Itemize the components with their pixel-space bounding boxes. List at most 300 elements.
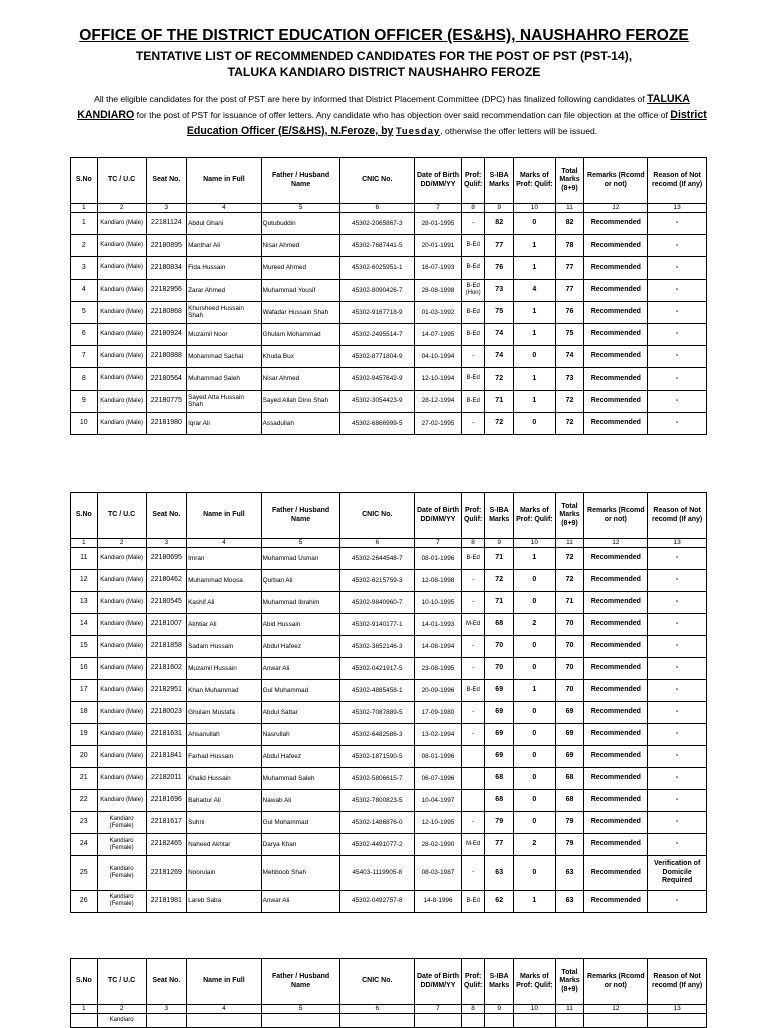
cell-siba: 71 [485, 592, 514, 614]
table-row [71, 636, 707, 658]
cell-sno: 7 [71, 346, 98, 368]
cell-cnic: 45302-7087889-5 [340, 702, 415, 724]
cell-mprof: 1 [514, 301, 556, 323]
column-header-seat: Seat No. [146, 158, 186, 204]
cell-reason: - [648, 412, 707, 434]
cell-reason: - [648, 548, 707, 570]
cell-prof: B-Ed [461, 257, 484, 279]
cell-seat: 22180545 [146, 592, 186, 614]
cell-name: Muhammad Moosa [187, 570, 262, 592]
column-number: 4 [187, 539, 262, 548]
cell-father: Muhammad Ibrahim [261, 592, 340, 614]
cell-dob: 23-08-1995 [415, 658, 462, 680]
cell-mprof: 1 [514, 390, 556, 412]
cell-tc: Kandiaro (Male) [97, 390, 146, 412]
cell-dob: 10-10-1995 [415, 592, 462, 614]
cell-siba: 70 [485, 636, 514, 658]
cell-total: 69 [555, 702, 584, 724]
cell-total: 72 [555, 570, 584, 592]
column-header-siba: S-IBA Marks [485, 158, 514, 204]
table-row [71, 570, 707, 592]
cell-sno: 15 [71, 636, 98, 658]
column-number-row [71, 1005, 707, 1014]
column-header-cnic: CNIC No. [340, 959, 415, 1005]
cell-reason: - [648, 368, 707, 390]
cell-cnic: 45302-0492757-8 [340, 890, 415, 912]
column-header-sno: S.No [71, 493, 98, 539]
cell-sno: 24 [71, 834, 98, 856]
cell-seat: 22180924 [146, 323, 186, 345]
cell-siba: 77 [485, 235, 514, 257]
cell-total: 71 [555, 592, 584, 614]
cell-total: 69 [555, 746, 584, 768]
cell-reason [648, 1014, 707, 1028]
cell-father: Darya Khan [261, 834, 340, 856]
cell-total: 70 [555, 636, 584, 658]
cell-mprof: 1 [514, 323, 556, 345]
cell-remarks: Recommended [584, 812, 648, 834]
cell-name: Khalid Hussain [187, 768, 262, 790]
cell-name: Akhtiar Ali [187, 614, 262, 636]
cell-remarks: Recommended [584, 257, 648, 279]
cell-reason: - [648, 346, 707, 368]
cell-tc: Kandiaro [97, 1014, 146, 1028]
cell-mprof: 0 [514, 570, 556, 592]
cell-total: 75 [555, 323, 584, 345]
table-row [71, 890, 707, 912]
cell-cnic: 45302-7800823-5 [340, 790, 415, 812]
cell-total: 77 [555, 279, 584, 301]
cell-name: Muhammad Saleh [187, 368, 262, 390]
cell-prof: - [461, 724, 484, 746]
cell-reason: - [648, 570, 707, 592]
column-number: 10 [514, 1005, 556, 1014]
cell-father: Nasrullah [261, 724, 340, 746]
column-header-name: Name in Full [187, 959, 262, 1005]
cell-father: Qutubuddin [261, 213, 340, 235]
column-number-row [71, 204, 707, 213]
cell-siba: 74 [485, 323, 514, 345]
cell-tc: Kandiaro (Male) [97, 614, 146, 636]
table-row [71, 680, 707, 702]
cell-reason: - [648, 279, 707, 301]
cell-seat: 22181269 [146, 856, 186, 891]
cell-reason: - [648, 323, 707, 345]
candidates-table-2 [70, 492, 707, 913]
cell-name: Manthar Ali [187, 235, 262, 257]
cell-siba: 69 [485, 746, 514, 768]
cell-mprof: 0 [514, 658, 556, 680]
cell-dob: 14-8-1996 [415, 890, 462, 912]
column-number: 1 [71, 539, 98, 548]
cell-mprof: 1 [514, 548, 556, 570]
cell-seat: 22182956 [146, 279, 186, 301]
cell-father: Nawab Ali [261, 790, 340, 812]
candidates-table-1 [70, 157, 707, 435]
cell-reason: - [648, 235, 707, 257]
cell-dob: 08-03-1987 [415, 856, 462, 891]
cell-siba: 72 [485, 368, 514, 390]
cell-prof: - [461, 592, 484, 614]
table-row [71, 834, 707, 856]
cell-remarks: Recommended [584, 746, 648, 768]
cell-name: Khursheed Hussain Shah [187, 301, 262, 323]
cell-dob: 14-07-1995 [415, 323, 462, 345]
table-header-row [71, 158, 707, 204]
cell-remarks: Recommended [584, 368, 648, 390]
cell-reason: - [648, 257, 707, 279]
column-header-father: Father / Husband Name [261, 959, 340, 1005]
cell-remarks: Recommended [584, 235, 648, 257]
cell-tc: Kandiaro (Male) [97, 548, 146, 570]
cell-father: Anwar Ali [261, 890, 340, 912]
column-number: 12 [584, 539, 648, 548]
cell-name: Zarar Ahmed [187, 279, 262, 301]
cell-reason: - [648, 680, 707, 702]
column-number: 8 [461, 1005, 484, 1014]
cell-mprof: 0 [514, 636, 556, 658]
cell-remarks: Recommended [584, 702, 648, 724]
column-header-reason: Reason of Not recomd (If any) [648, 493, 707, 539]
cell-name: Iqrar Ali [187, 412, 262, 434]
cell-prof: - [461, 702, 484, 724]
cell-remarks: Recommended [584, 658, 648, 680]
cell-mprof: 0 [514, 746, 556, 768]
cell-remarks: Recommended [584, 890, 648, 912]
cell-remarks: Recommended [584, 412, 648, 434]
cell-mprof: 0 [514, 346, 556, 368]
cell-prof [461, 768, 484, 790]
table-row [71, 812, 707, 834]
cell-mprof: 1 [514, 890, 556, 912]
cell-sno: 2 [71, 235, 98, 257]
cell-dob: 17-09-1980 [415, 702, 462, 724]
cell-dob: 04-10-1994 [415, 346, 462, 368]
cell-total: 72 [555, 390, 584, 412]
cell-dob: 08-01-1996 [415, 548, 462, 570]
table-row [71, 614, 707, 636]
cell-sno [71, 1014, 98, 1028]
cell-tc: Kandiaro (Male) [97, 680, 146, 702]
cell-prof: - [461, 570, 484, 592]
cell-remarks: Recommended [584, 390, 648, 412]
cell-father: Anwar Ali [261, 658, 340, 680]
intro-paragraph [70, 91, 714, 139]
cell-remarks: Recommended [584, 213, 648, 235]
cell-siba: 73 [485, 279, 514, 301]
cell-remarks: Recommended [584, 680, 648, 702]
cell-sno: 1 [71, 213, 98, 235]
cell-mprof: 1 [514, 235, 556, 257]
cell-seat: 22180895 [146, 235, 186, 257]
cell-mprof: 0 [514, 790, 556, 812]
cell-siba [485, 1014, 514, 1028]
column-header-dob: Date of Birth DD/MM/YY [415, 959, 462, 1005]
cell-siba: 77 [485, 834, 514, 856]
cell-reason: - [648, 834, 707, 856]
cell-sno: 17 [71, 680, 98, 702]
cell-father: Nisar Ahmed [261, 235, 340, 257]
cell-name [187, 1014, 262, 1028]
cell-prof: B-Ed [461, 323, 484, 345]
cell-name: Abdul Ghani [187, 213, 262, 235]
cell-tc: Kandiaro (Male) [97, 790, 146, 812]
cell-seat: 22182011 [146, 768, 186, 790]
cell-tc: Kandiaro (Male) [97, 592, 146, 614]
cell-seat: 22182951 [146, 680, 186, 702]
cell-dob: 20-09-1996 [415, 680, 462, 702]
cell-siba: 68 [485, 790, 514, 812]
cell-name: Bahadur Ali [187, 790, 262, 812]
column-number: 3 [146, 539, 186, 548]
column-header-marks_prof: Marks of Prof: Qulif: [514, 493, 556, 539]
document-subtitle-line1: TENTATIVE LIST OF RECOMMENDED CANDIDATES FOR THE POST OF PST (PST-14), [135, 49, 633, 63]
cell-seat: 22180462 [146, 570, 186, 592]
cell-cnic: 45302-1871590-5 [340, 746, 415, 768]
cell-seat: 22181124 [146, 213, 186, 235]
column-header-dob: Date of Birth DD/MM/YY [415, 493, 462, 539]
cell-total: 69 [555, 724, 584, 746]
column-header-sno: S.No [71, 959, 98, 1005]
cell-siba: 69 [485, 724, 514, 746]
column-header-total: Total Marks (8+9) [555, 493, 584, 539]
cell-dob: 28-01-1995 [415, 213, 462, 235]
column-number: 4 [187, 204, 262, 213]
cell-seat: 22181617 [146, 812, 186, 834]
cell-remarks: Recommended [584, 636, 648, 658]
cell-sno: 21 [71, 768, 98, 790]
cell-reason: - [648, 746, 707, 768]
column-header-total: Total Marks (8+9) [555, 158, 584, 204]
table-row [71, 746, 707, 768]
cell-prof: B-Ed (Hon) [461, 279, 484, 301]
column-number: 11 [555, 539, 584, 548]
cell-name: Muzamil Hussain [187, 658, 262, 680]
column-number: 11 [555, 1005, 584, 1014]
cell-name: Farhad Hussain [187, 746, 262, 768]
column-number: 5 [261, 539, 340, 548]
cell-father: Abdul Sattar [261, 702, 340, 724]
cell-father: Nisar Ahmed [261, 368, 340, 390]
cell-name: Sadam Hussain [187, 636, 262, 658]
cell-remarks: Recommended [584, 301, 648, 323]
cell-father: Muhammad Yousif [261, 279, 340, 301]
table-row [71, 346, 707, 368]
cell-prof [461, 1014, 484, 1028]
cell-remarks: Recommended [584, 592, 648, 614]
cell-reason: - [648, 614, 707, 636]
cell-tc: Kandiaro (Male) [97, 257, 146, 279]
column-number: 12 [584, 1005, 648, 1014]
cell-reason: - [648, 812, 707, 834]
column-number: 8 [461, 204, 484, 213]
cell-siba: 69 [485, 680, 514, 702]
cell-dob: 20-01-1991 [415, 235, 462, 257]
cell-dob: 12-08-1998 [415, 570, 462, 592]
cell-reason: - [648, 702, 707, 724]
cell-total: 68 [555, 790, 584, 812]
cell-total: 76 [555, 301, 584, 323]
cell-cnic: 45302-4885458-1 [340, 680, 415, 702]
column-header-reason: Reason of Not recomd (If any) [648, 959, 707, 1005]
cell-seat: 22181631 [146, 724, 186, 746]
column-header-tc: TC / U.C [97, 959, 146, 1005]
cell-total: 68 [555, 768, 584, 790]
cell-dob: 14-08-1994 [415, 636, 462, 658]
cell-total: 70 [555, 680, 584, 702]
cell-remarks: Recommended [584, 834, 648, 856]
cell-father: Mureed Ahmed [261, 257, 340, 279]
column-number: 7 [415, 1005, 462, 1014]
cell-father: Khuda Bux [261, 346, 340, 368]
cell-father: Abdul Hafeez [261, 636, 340, 658]
cell-cnic: 45403-1119905-8 [340, 856, 415, 891]
cell-dob: 10-04-1997 [415, 790, 462, 812]
cell-tc: Kandiaro (Male) [97, 724, 146, 746]
table-row [71, 856, 707, 891]
cell-sno: 26 [71, 890, 98, 912]
cell-reason: - [648, 390, 707, 412]
cell-prof: B-Ed [461, 390, 484, 412]
cell-seat: 22181007 [146, 614, 186, 636]
cell-dob: 06-07-1996 [415, 768, 462, 790]
column-header-father: Father / Husband Name [261, 493, 340, 539]
cell-total: 77 [555, 257, 584, 279]
cell-seat: 22181858 [146, 636, 186, 658]
cell-mprof: 4 [514, 279, 556, 301]
cell-sno: 10 [71, 412, 98, 434]
cell-mprof [514, 1014, 556, 1028]
column-header-father: Father / Husband Name [261, 158, 340, 204]
column-number: 1 [71, 1005, 98, 1014]
column-number: 10 [514, 539, 556, 548]
cell-name: Kashif Ali [187, 592, 262, 614]
document-subtitle-line2: TALUKA KANDIARO DISTRICT NAUSHAHRO FEROZE [227, 65, 541, 79]
column-number-row [71, 539, 707, 548]
column-header-remarks: Remarks (Rcomd or not) [584, 158, 648, 204]
column-number: 13 [648, 1005, 707, 1014]
cell-seat: 22181602 [146, 658, 186, 680]
cell-sno: 12 [71, 570, 98, 592]
cell-father: Gul Mohammad [261, 812, 340, 834]
cell-sno: 11 [71, 548, 98, 570]
cell-remarks: Recommended [584, 790, 648, 812]
table-row [71, 213, 707, 235]
cell-name: Mohammad Sachal [187, 346, 262, 368]
cell-seat: 22181980 [146, 412, 186, 434]
cell-reason: - [648, 790, 707, 812]
cell-cnic: 45302-9457642-9 [340, 368, 415, 390]
column-number: 13 [648, 204, 707, 213]
cell-sno: 23 [71, 812, 98, 834]
cell-prof [461, 746, 484, 768]
cell-dob: 14-01-1993 [415, 614, 462, 636]
cell-sno: 22 [71, 790, 98, 812]
cell-cnic: 45302-6866999-5 [340, 412, 415, 434]
cell-mprof: 0 [514, 856, 556, 891]
cell-cnic: 45302-2644548-7 [340, 548, 415, 570]
document-title: OFFICE OF THE DISTRICT EDUCATION OFFICER (ES&HS), NAUSHAHRO FEROZE [79, 27, 689, 44]
table-row [71, 368, 707, 390]
cell-siba: 68 [485, 768, 514, 790]
column-header-reason: Reason of Not recomd (If any) [648, 158, 707, 204]
cell-dob: 12-10-1995 [415, 812, 462, 834]
cell-cnic: 45302-0421917-5 [340, 658, 415, 680]
cell-name: Muzamil Noor [187, 323, 262, 345]
cell-seat: 22181981 [146, 890, 186, 912]
cell-seat: 22180695 [146, 548, 186, 570]
cell-reason: - [648, 592, 707, 614]
column-number: 2 [97, 204, 146, 213]
cell-prof: - [461, 412, 484, 434]
cell-seat: 22180888 [146, 346, 186, 368]
intro-part1: All the eligible candidates for the post of PST are here by informed that District Placement Committee (DPC) has finalized following candidates of [94, 94, 648, 104]
cell-remarks: Recommended [584, 279, 648, 301]
column-header-remarks: Remarks (Rcomd or not) [584, 959, 648, 1005]
column-header-siba: S-IBA Marks [485, 493, 514, 539]
column-number: 13 [648, 539, 707, 548]
cell-cnic: 45302-1486876-0 [340, 812, 415, 834]
cell-total: 63 [555, 856, 584, 891]
cell-reason: Verification of Domicile Required [648, 856, 707, 891]
cell-prof [461, 790, 484, 812]
cell-remarks: Recommended [584, 856, 648, 891]
cell-name: Imran [187, 548, 262, 570]
cell-dob: 28-02-1990 [415, 834, 462, 856]
column-number: 7 [415, 204, 462, 213]
column-header-seat: Seat No. [146, 493, 186, 539]
cell-tc: Kandiaro (Female) [97, 834, 146, 856]
cell-siba: 68 [485, 614, 514, 636]
cell-mprof: 1 [514, 368, 556, 390]
cell-prof: B-Ed [461, 235, 484, 257]
cell-seat: 22180775 [146, 390, 186, 412]
cell-remarks [584, 1014, 648, 1028]
cell-total: 78 [555, 235, 584, 257]
column-number: 8 [461, 539, 484, 548]
column-header-seat: Seat No. [146, 959, 186, 1005]
cell-seat: 22180023 [146, 702, 186, 724]
cell-dob: 28-12-1994 [415, 390, 462, 412]
cell-siba: 76 [485, 257, 514, 279]
cell-remarks: Recommended [584, 614, 648, 636]
cell-tc: Kandiaro (Male) [97, 768, 146, 790]
cell-dob: 08-01-1996 [415, 746, 462, 768]
cell-dob: 28-08-1998 [415, 279, 462, 301]
cell-cnic [340, 1014, 415, 1028]
cell-tc: Kandiaro (Male) [97, 746, 146, 768]
column-header-name: Name in Full [187, 493, 262, 539]
cell-remarks: Recommended [584, 323, 648, 345]
cell-total: 72 [555, 548, 584, 570]
column-header-sno: S.No [71, 158, 98, 204]
intro-office: District Education Officer (E/S&HS), N.Feroze, by [186, 109, 707, 137]
column-number: 7 [415, 539, 462, 548]
cell-total: 73 [555, 368, 584, 390]
table-row [71, 301, 707, 323]
column-number: 6 [340, 204, 415, 213]
cell-father: Sayed Allah Dino Shah [261, 390, 340, 412]
cell-siba: 82 [485, 213, 514, 235]
cell-reason: - [648, 724, 707, 746]
cell-father: Ghulam Mohammad [261, 323, 340, 345]
cell-cnic: 45302-6215759-3 [340, 570, 415, 592]
cell-name: Sayed Atta Hussain Shah [187, 390, 262, 412]
cell-cnic: 45302-7687441-5 [340, 235, 415, 257]
column-number: 5 [261, 204, 340, 213]
cell-reason: - [648, 768, 707, 790]
column-number: 9 [485, 204, 514, 213]
